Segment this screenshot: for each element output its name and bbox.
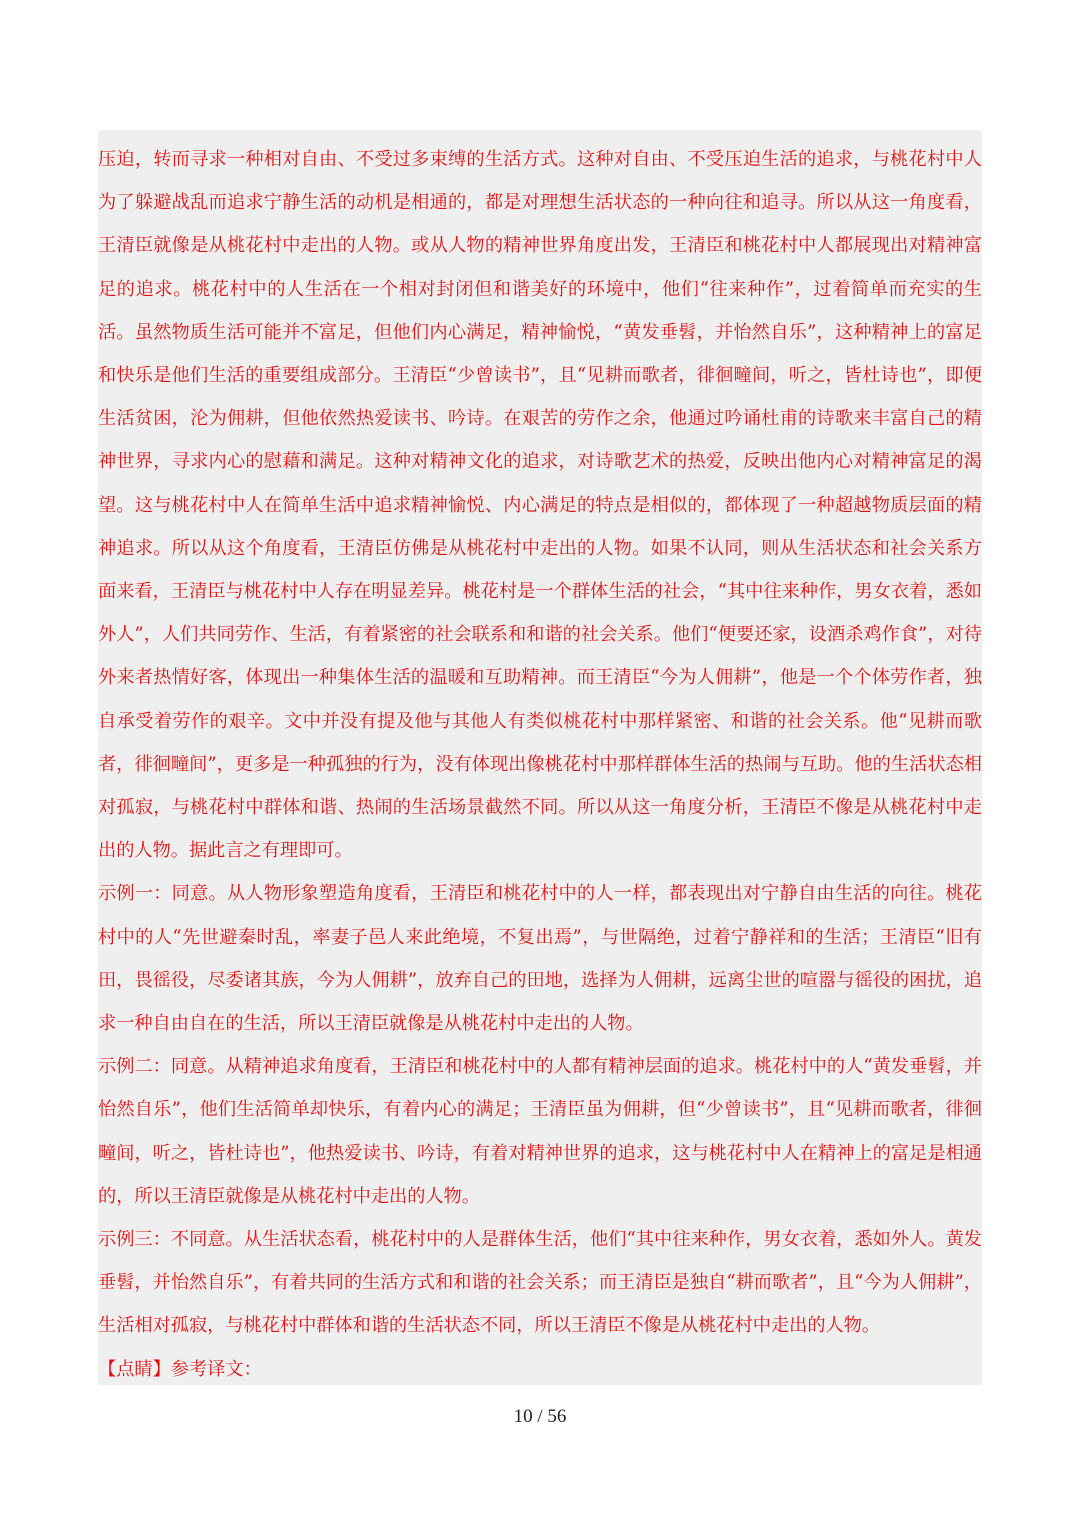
page-number: 10 / 56: [513, 1406, 567, 1427]
answer-content-block: [98, 130, 982, 1385]
note-text: 参考译文：: [170, 1358, 262, 1380]
example-three-paragraph: 示例三：不同意。从生活状态看，桃花村中的人是群体生活，他们“其中往来种作，男女衣着，悉如外人。黄发垂髫，并怡然自乐”，有着共同的生活方式和和谐的社会关系；而王清臣是独自“耕而歌者”，且“今为人佣耕”，生活相对孤寂，与桃花村中群体和谐的生活状态不同，所以王清臣不像是从桃花村中走出的人物。: [98, 1229, 982, 1337]
analysis-paragraph: 压迫，转而寻求一种相对自由、不受过多束缚的生活方式。这种对自由、不受压迫生活的追求，与桃花村中人为了躲避战乱而追求宁静生活的动机是相通的，都是对理想生活状态的一种向往和追寻。所以从这一角度看，王清臣就像是从桃花村中走出的人物。或从人物的精神世界角度出发，王清臣和桃花村中人都展现出对精神富足的追求。桃花村中的人生活在一个相对封闭但和谐美好的环境中，他们“往来种作”，过着简单而充实的生活。虽然物质生活可能并不富足，但他们内心满足，精神愉悦，“黄发垂髫，并怡然自乐”，这种精神上的富足和快乐是他们生活的重要组成部分。王清臣“少曾读书”，且“见耕而歌者，徘徊疃间，听之，皆杜诗也”，即便生活贫困，沦为佣耕，但他依然热爱读书、吟诗。在艰苦的劳作之余，他通过吟诵杜甫的诗歌来丰富自己的精神世界，寻求内心的慰藉和满足。这种对精神文化的追求，对诗歌艺术的热爱，反映出他内心对精神富足的渴望。这与桃花村中人在简单生活中追求精神愉悦、内心满足的特点是相似的，都体现了一种超越物质层面的精神追求。所以从这个角度看，王清臣仿佛是从桃花村中走出的人物。如果不认同，则从生活状态和社会关系方面来看，王清臣与桃花村中人存在明显差异。桃花村是一个群体生活的社会，“其中往来种作，男女衣着，悉如外人”，人们共同劳作、生活，有着紧密的社会联系和和谐的社会关系。他们“便要还家，设酒杀鸡作食”，对待外来者热情好客，体现出一种集体生活的温暖和互助精神。而王清臣“今为人佣耕”，他是一个个体劳作者，独自承受着劳作的艰辛。文中并没有提及他与其他人有类似桃花村中那样紧密、和谐的社会关系。他“见耕而歌者，徘徊疃间”，更多是一种孤独的行为，没有体现出像桃花村中那样群体生活的热闹与互助。他的生活状态相对孤寂，与桃花村中群体和谐、热闹的生活场景截然不同。所以从这一角度分析，王清臣不像是从桃花村中走出的人物。据此言之有理即可。: [98, 149, 982, 862]
example-one-paragraph: 示例一：同意。从人物形象塑造角度看，王清臣和桃花村中的人一样，都表现出对宁静自由生活的向往。桃花村中的人“先世避秦时乱，率妻子邑人来此绝境，不复出焉”，与世隔绝，过着宁静祥和的生活；王清臣“旧有田，畏徭役，尽委诸其族，今为人佣耕”，放弃自己的田地，选择为人佣耕，远离尘世的喧嚣与徭役的困扰，追求一种自由自在的生活，所以王清臣就像是从桃花村中走出的人物。: [98, 883, 982, 1035]
example-two-paragraph: 示例二：同意。从精神追求角度看，王清臣和桃花村中的人都有精神层面的追求。桃花村中的人“黄发垂髫，并怡然自乐”，他们生活简单却快乐，有着内心的满足；王清臣虽为佣耕，但“少曾读书”，且“见耕而歌者，徘徊疃间，听之，皆杜诗也”，他热爱读书、吟诗，有着对精神世界的追求，这与桃花村中人在精神上的富足是相通的，所以王清臣就像是从桃花村中走出的人物。: [98, 1056, 982, 1207]
note-label: 【点睛】: [98, 1358, 171, 1380]
note-heading: [98, 1348, 982, 1391]
